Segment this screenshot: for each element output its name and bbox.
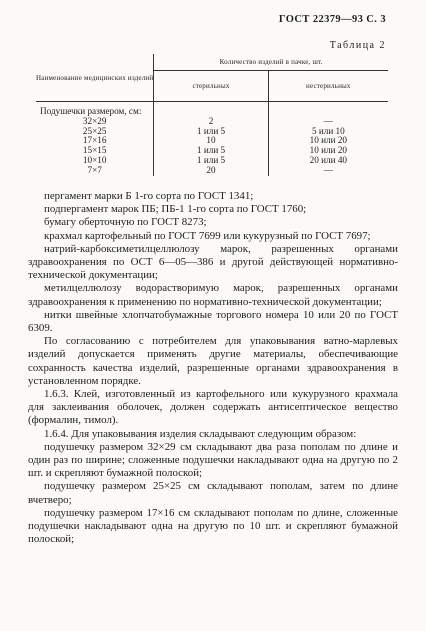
row-nonsterile-count: —: [268, 166, 388, 176]
paragraph: подушечку размером 32×29 см складывают два раза пополам по длине и один раз по ширине; сложенные подушечки накладывают одна на другую по 2 шт. и скрепляют бумажной полоской;: [28, 440, 398, 480]
row-size: 7×7: [87, 164, 102, 175]
column-header-name: Наименование медицинских изделий: [36, 54, 154, 102]
table-body: [36, 117, 388, 176]
row-sterile-count: 1 или 5: [154, 127, 268, 137]
row-nonsterile-count: —: [268, 117, 388, 127]
paragraph: метилцеллюлозу водорастворимую марок, разрешенных органами здравоохранения к применению по нормативно-технической документации;: [28, 282, 398, 308]
row-nonsterile-count: 20 или 40: [268, 156, 388, 166]
paragraph: 1.6.3. Клей, изготовленный из картофельного или кукурузного крахмала для заклеивания оболочек, должен содержать антисептическое вещество (формалин, тимол).: [28, 388, 398, 427]
row-nonsterile-count: 5 или 10: [268, 127, 388, 137]
table-caption: Таблица 2: [329, 40, 386, 51]
row-sterile-count: 1 или 5: [154, 156, 268, 166]
paragraph: пергамент марки Б 1-го сорта по ГОСТ 1341;: [44, 190, 254, 202]
row-size: 17×16: [82, 135, 107, 146]
row-sterile-count: 20: [154, 166, 268, 176]
paragraph: подушечку размером 25×25 см складывают пополам, затем по длине вчетверо;: [28, 480, 398, 506]
row-sterile-count: 1 или 5: [154, 146, 268, 156]
row-size: 25×25: [82, 125, 107, 136]
page-header: ГОСТ 22379—93 С. 3: [278, 14, 386, 25]
row-size: 32×29: [82, 115, 107, 126]
paragraph: крахмал картофельный по ГОСТ 7699 или кукурузный по ГОСТ 7697;: [44, 229, 371, 242]
column-header-sterile: стерильных: [154, 71, 268, 102]
row-group-label: Подушечки размером, см:: [40, 106, 142, 116]
row-sterile-count: 10: [154, 136, 268, 146]
paragraph: бумагу оберточную по ГОСТ 8273;: [44, 216, 207, 229]
paragraph: По согласованию с потребителем для упаковывания ватно-марлевых изделий допускается применять другие материалы, обеспечивающие сохранность качества изделий, разрешенные органами здравоохранения в установленном порядке.: [28, 335, 398, 387]
row-size: 10×10: [82, 154, 107, 165]
paragraph: подпергамент марок ПБ; ПБ-1 1-го сорта по ГОСТ 1760;: [44, 203, 307, 216]
column-group-header: Количество изделий в пачке, шт.: [154, 54, 388, 71]
paragraph: нитки швейные хлопчатобумажные торгового номера 10 или 20 по ГОСТ 6309.: [28, 308, 398, 335]
packaging-table: [36, 54, 388, 176]
row-nonsterile-count: 10 или 20: [268, 136, 388, 146]
paragraph: натрий-карбоксиметилцеллюлозу марок, разрешенных органами здравоохранения по ОСТ 6—05—386 и другой действующей нормативно-технической документации;: [28, 242, 398, 282]
paragraph: подушечку размером 17×16 см складывают пополам по длине, сложенные подушечки накладывают одна на другую по 10 шт. и скрепляют бумажной полоской;: [28, 506, 398, 546]
paragraph: 1.6.4. Для упаковывания изделия складывают следующим образом:: [44, 427, 357, 440]
table-row: [36, 166, 388, 176]
body-text: [28, 190, 398, 546]
row-size: 15×15: [82, 145, 107, 156]
row-sterile-count: 2: [154, 117, 268, 127]
column-header-nonsterile: нестерильных: [268, 71, 388, 102]
row-nonsterile-count: 10 или 20: [268, 146, 388, 156]
